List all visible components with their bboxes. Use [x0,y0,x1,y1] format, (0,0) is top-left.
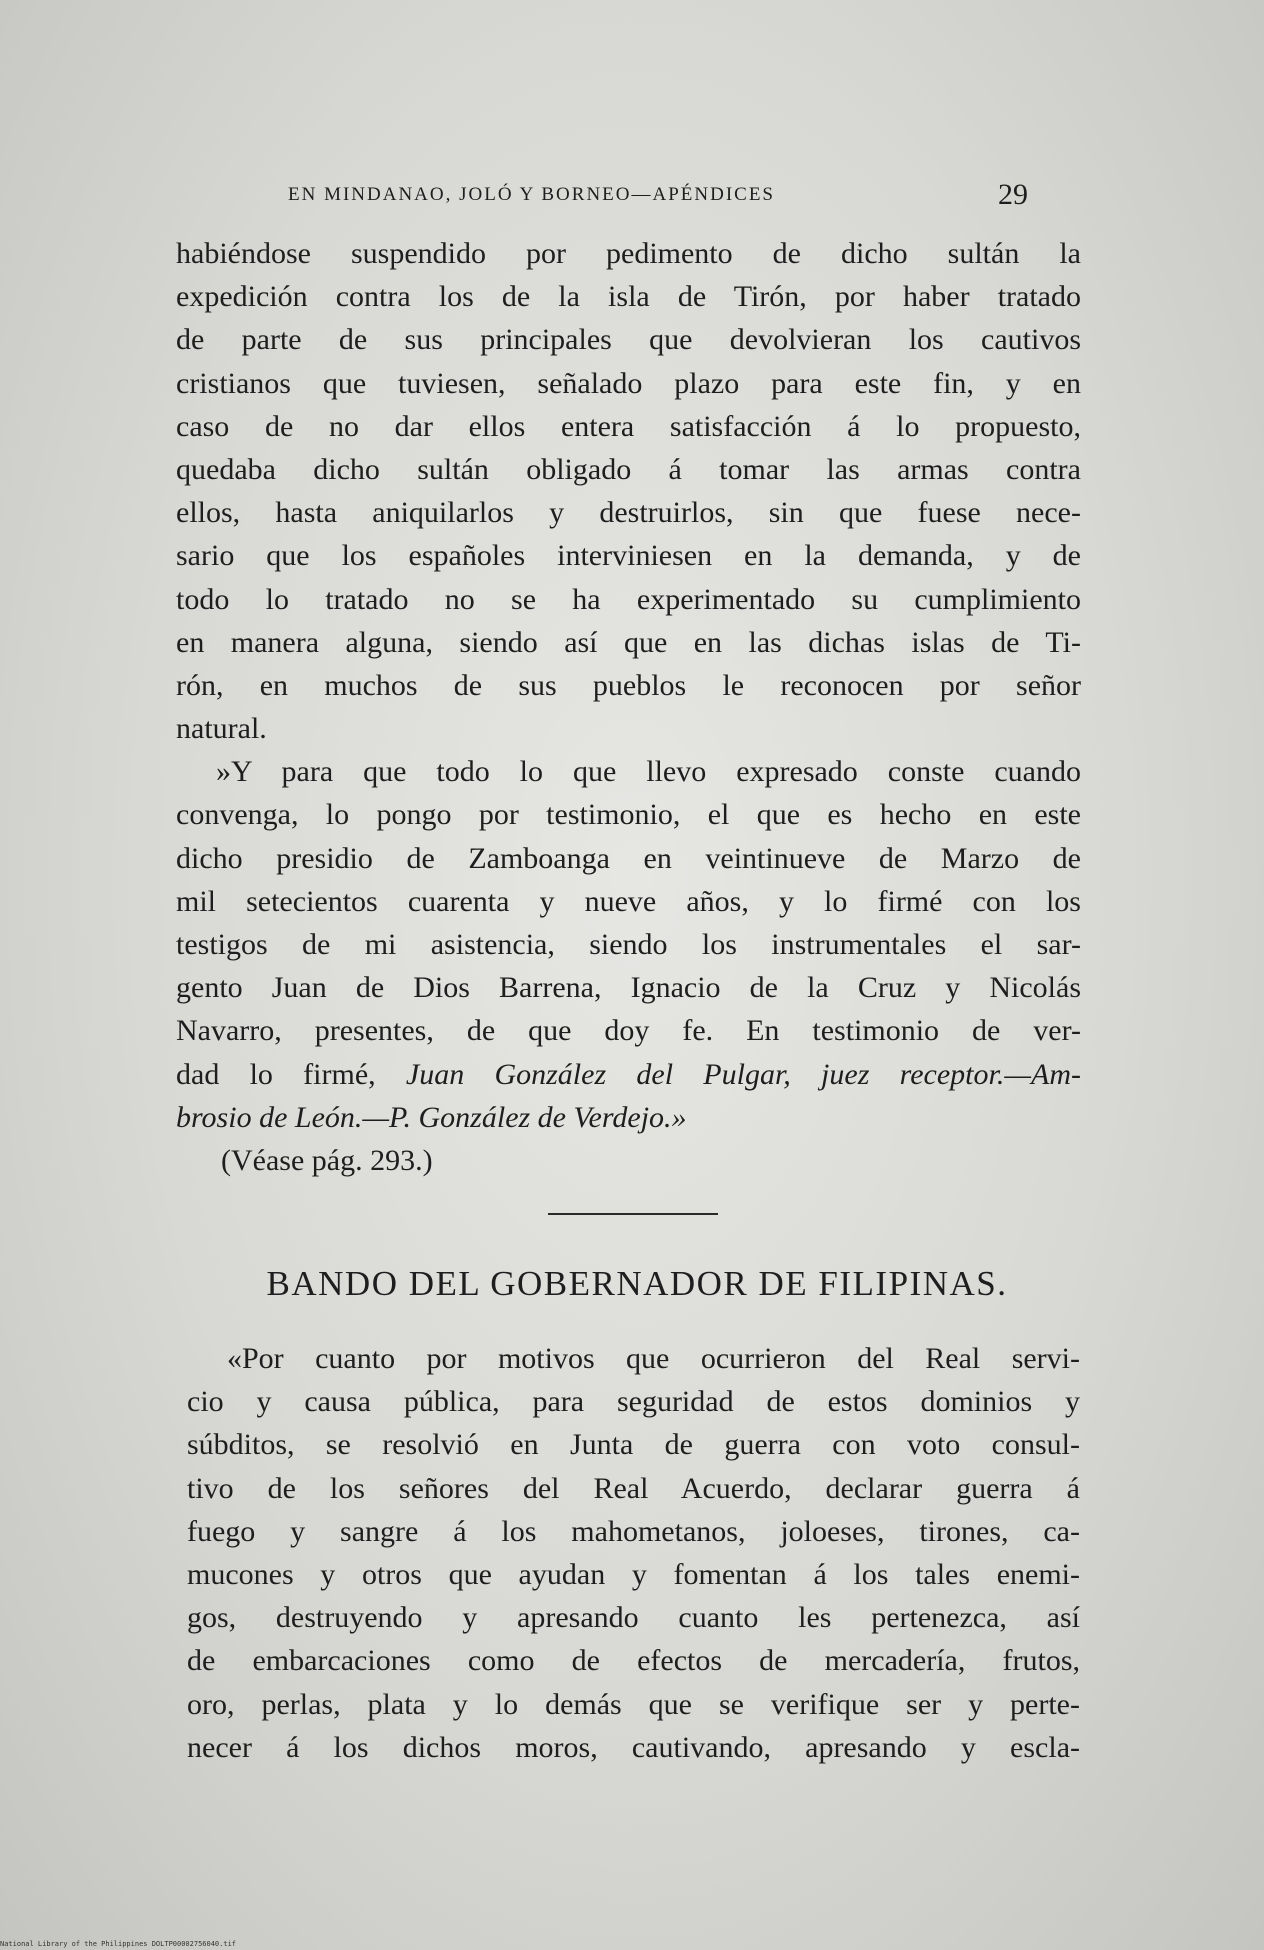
text-line: «Por cuanto por motivos que ocurrieron del Real servi- [227,1342,1080,1375]
text-segment: dad lo firmé, [176,1057,406,1091]
text-line: natural. [176,712,267,746]
text-line: rón, en muchos de sus pueblos le reconocen por señor [176,668,1081,702]
body-text-2 [187,1337,1080,1769]
signature-italic: Juan González del Pulgar, juez receptor.—Am- [405,1057,1081,1091]
text-line: sario que los españoles interviniesen en la demanda, y de [176,539,1081,573]
text-line: ellos, hasta aniquilarlos y destruirlos, sin que fuese nece- [176,496,1081,530]
text-line: expedición contra los de la isla de Tirón, por haber tratado [176,280,1081,314]
text-line: quedaba dicho sultán obligado á tomar las armas contra [176,452,1081,486]
text-line: dicho presidio de Zamboanga en veintinueve de Marzo de [176,841,1081,875]
signature-line: brosio de León.—P. González de Verdejo.» [176,1100,687,1134]
text-line: oro, perlas, plata y lo demás que se verifique ser y perte- [187,1687,1080,1721]
text-line: cio y causa pública, para seguridad de estos dominios y [187,1385,1080,1419]
text-line: súbditos, se resolvió en Junta de guerra con voto consul- [187,1428,1080,1462]
text-line: habiéndose suspendido por pedimento de dicho sultán la [176,237,1081,270]
text-line: cristianos que tuviesen, señalado plazo para este fin, y en [176,366,1081,400]
text-line: gento Juan de Dios Barrena, Ignacio de la Cruz y Nicolás [176,971,1081,1005]
text-line: convenga, lo pongo por testimonio, el que es hecho en este [176,798,1081,832]
text-line: en manera alguna, siendo así que en las dichas islas de Ti- [176,625,1081,659]
text-line: testigos de mi asistencia, siendo los instrumentales el sar- [176,928,1081,961]
text-line: gos, destruyendo y apresando cuanto les pertenezca, así [187,1601,1080,1635]
text-line: tivo de los señores del Real Acuerdo, declarar guerra á [187,1471,1080,1505]
text-line: todo lo tratado no se ha experimentado su cumplimiento [176,582,1081,616]
cross-reference-note: (Véase pág. 293.) [221,1143,433,1177]
text-line [176,1053,1081,1096]
text-line: fuego y sangre á los mahometanos, joloeses, tirones, ca- [187,1514,1080,1548]
text-line: caso de no dar ellos entera satisfacción á lo propuesto, [176,409,1081,443]
running-head [288,178,1048,222]
text-line: de embarcaciones como de efectos de mercadería, frutos, [187,1644,1080,1678]
text-line: »Y para que todo lo que llevo expresado conste cuando [216,755,1081,789]
page-number: 29 [998,178,1028,211]
section-divider [548,1213,718,1215]
scan-footer: National Library of the Philippines DOLTP00002756040.tif [0,1940,237,1948]
text-line: Navarro, presentes, de que doy fe. En testimonio de ver- [176,1014,1081,1048]
body-text [176,232,1081,1182]
text-line: mil setecientos cuarenta y nueve años, y lo firmé con los [176,884,1081,918]
text-line: necer á los dichos moros, cautivando, apresando y escla- [187,1730,1080,1764]
section-title: BANDO DEL GOBERNADOR DE FILIPINAS. [266,1264,1008,1303]
text-line: mucones y otros que ayudan y fomentan á los tales enemi- [187,1557,1080,1591]
text-line: de parte de sus principales que devolvieran los cautivos [176,323,1081,357]
running-title: EN MINDANAO, JOLÓ Y BORNEO—APÉNDICES [288,184,776,205]
